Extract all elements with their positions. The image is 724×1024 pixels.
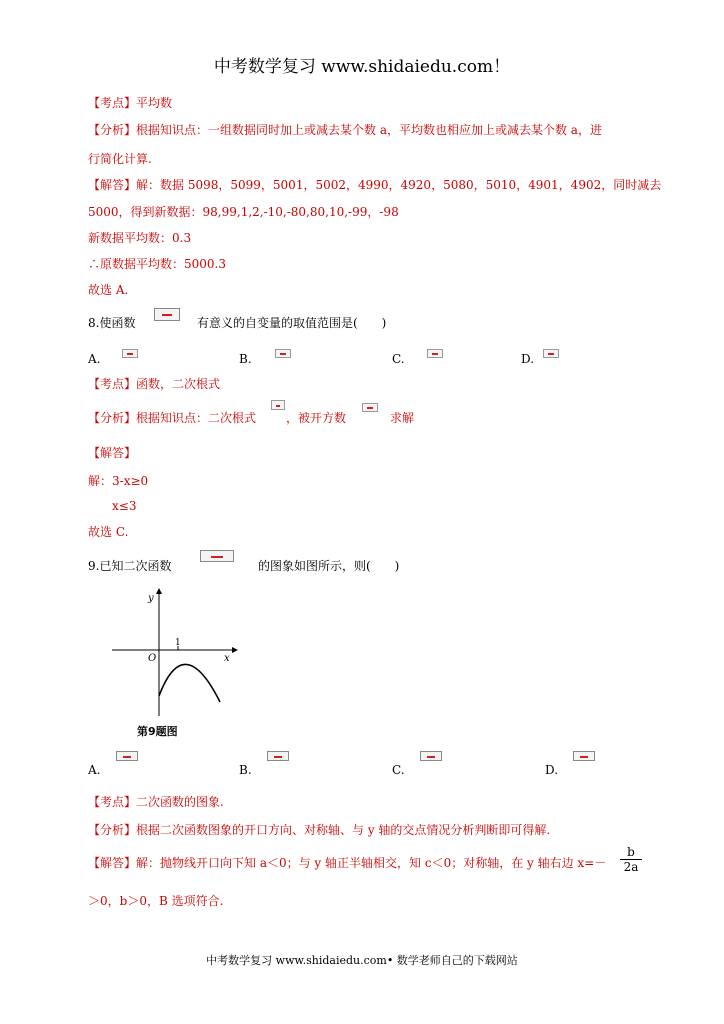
kaodian-tag: 【考点】: [88, 795, 137, 809]
q7-kaodian: [88, 96, 172, 110]
fenxi-tag: 【分析】: [88, 123, 137, 137]
jieda-tag: 【解答】: [88, 178, 137, 192]
q9-jieda: [88, 856, 606, 870]
q7-fenxi-line2: 行简化计算.: [88, 152, 152, 166]
formula-image: [271, 400, 285, 410]
q8-jieda-tag: 【解答】: [88, 446, 137, 460]
fenxi-tag: 【分析】: [88, 411, 137, 425]
q7-avg-new: 新数据平均数：0.3: [88, 231, 192, 245]
q9-stem-end: 的图象如图所示，则( ): [258, 559, 400, 573]
q8-sol-line1: 解：3-x≥0: [88, 474, 149, 488]
graph-caption: 第9题图: [137, 725, 178, 738]
parabola-graph: [112, 588, 242, 718]
fenxi-text-a: 根据知识点：二次根式: [136, 411, 257, 425]
kaodian-tag: 【考点】: [88, 96, 137, 110]
formula-image: [154, 308, 180, 321]
q7-jieda: [88, 178, 661, 192]
q8-stem-end: 有意义的自变量的取值范围是( ): [197, 316, 387, 330]
option-formula-image: [427, 349, 443, 358]
kaodian-text: 平均数: [136, 96, 173, 110]
y-axis-label: y: [148, 593, 154, 604]
kaodian-tag: 【考点】: [88, 377, 137, 391]
option-formula-image: [573, 751, 595, 761]
q9-jieda-line2: ＞0，b＞0，B 选项符合.: [88, 894, 224, 908]
jieda-text: 解：抛物线开口向下知 a＜0；与 y 轴正半轴相交，知 c＜0；对称轴，在 y 轴右边 x=－: [136, 856, 607, 870]
option-formula-image: [116, 751, 138, 761]
option-formula-image: [543, 349, 559, 358]
q8-fenxi-b: ，被开方数: [286, 411, 347, 425]
q8-sol-line2: x≤3: [112, 499, 137, 513]
q8-kaodian: [88, 377, 220, 391]
q8-stem-start: 8.使函数: [88, 316, 136, 330]
fenxi-text: 根据二次函数图象的开口方向、对称轴、与 y 轴的交点情况分析判断即可得解.: [136, 823, 551, 837]
formula-image: [200, 550, 234, 562]
q8-fenxi-c: 求解: [390, 411, 415, 425]
q9-stem-start: 9.已知二次函数: [88, 559, 172, 573]
q8-fenxi: [88, 411, 256, 425]
q8-option-d: D.: [521, 352, 535, 366]
y-axis-arrow: [156, 588, 162, 594]
fraction-denominator: 2a: [620, 859, 642, 874]
option-formula-image: [275, 349, 291, 358]
origin-label: O: [148, 653, 157, 664]
q8-option-b: B.: [239, 352, 252, 366]
x-axis-arrow: [232, 647, 238, 653]
parabola-curve: [159, 664, 220, 702]
formula-image: [362, 403, 378, 412]
q7-answer: 故选 A.: [88, 283, 129, 297]
q7-fenxi: [88, 123, 602, 137]
option-formula-image: [420, 751, 442, 761]
jieda-text: 解：数据 5098，5099，5001，5002，4990，4920，5080，5010，4901，4902，: [136, 178, 614, 192]
option-formula-image: [267, 751, 289, 761]
kaodian-text: 函数，二次根式: [136, 377, 221, 391]
q9-option-c: C.: [392, 763, 405, 777]
option-formula-image: [122, 349, 138, 358]
q9-option-d: D.: [545, 763, 559, 777]
q8-option-c: C.: [392, 352, 405, 366]
q9-fenxi: [88, 823, 550, 837]
page-footer: 中考数学复习 www.shidaiedu.com• 数学老师自己的下载网站: [206, 954, 518, 967]
q9-option-a: A.: [88, 763, 101, 777]
jieda-text-b: 同时减去: [613, 178, 662, 192]
q7-jieda-line2: 5000，得到新数据：98,99,1,2,-10,-80,80,10,-99，-98: [88, 205, 399, 219]
q9-option-b: B.: [239, 763, 252, 777]
page-header: 中考数学复习 www.shidaiedu.com！: [213, 57, 511, 77]
fraction-b-over-2a: [620, 845, 642, 874]
q9-kaodian: [88, 795, 224, 809]
q8-option-a: A.: [88, 352, 101, 366]
fenxi-tag: 【分析】: [88, 823, 137, 837]
q7-avg-orig: ∴原数据平均数：5000.3: [88, 257, 226, 271]
x-axis-label: x: [224, 653, 230, 664]
kaodian-text: 二次函数的图象.: [136, 795, 224, 809]
fenxi-text: 根据知识点：一组数据同时加上或减去某个数 a，平均数也相应加上或减去某个数 a，进: [136, 123, 602, 137]
fraction-numerator: b: [627, 845, 635, 859]
q8-answer: 故选 C.: [88, 525, 129, 539]
tick-label-1: 1: [175, 638, 181, 648]
jieda-tag: 【解答】: [88, 856, 137, 870]
